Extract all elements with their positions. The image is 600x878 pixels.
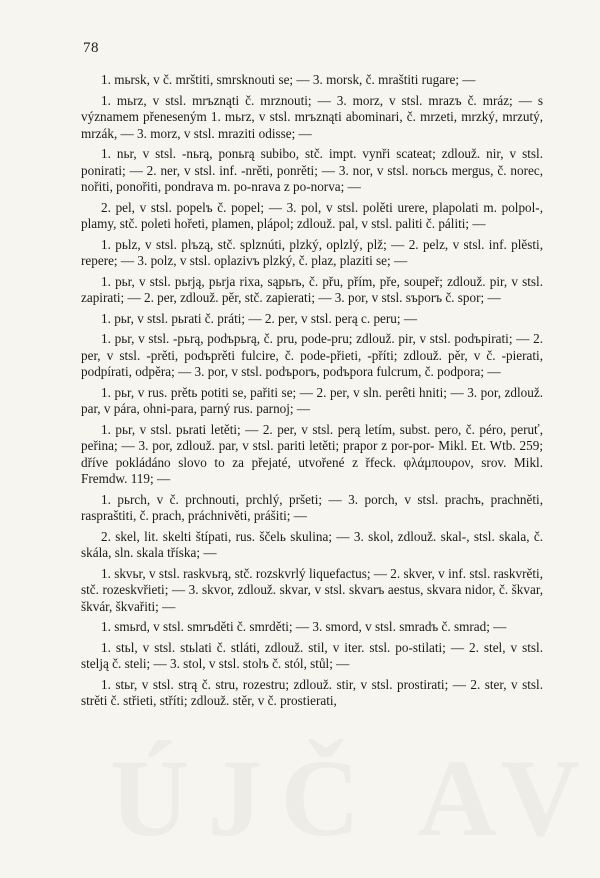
entry-pьr-potiti: 1. pьr, v rus. prětь potiti se, pařiti se; — 2. per, v sln. perêti hniti; — 3. por, zdlouž. par, v pára, ohni-para, parný rus. parnoj; — [81, 384, 543, 416]
entry-mьrsk: 1. mьrsk, v č. mrštiti, smrsknouti se; — 3. morsk, č. mraštiti rugare; — [101, 72, 476, 87]
entry-pьr-letěti: 1. pьr, v stsl. pьrati letěti; — 2. per, v stsl. perą letím, subst. pero, č. péro, peruť, peřina; — 3. por, zdlouž. par, v stsl. pariti letěti; prapor z por-por- Mikl. Et. Wtb. 259; dříve pokládáno slovo to za přejaté, utvořené z řfeck. φλάμπουρον, srov. Mikl. Fremdw. 119; — [81, 421, 543, 486]
page-number: 78 [83, 40, 99, 56]
entry-skel: 2. skel, lit. skelti štípati, rus. ščelь skulina; — 3. skol, zdlouž. skal-, stsl. skala, č. skála, sln. skala tříska; — [81, 528, 543, 560]
entry-stьr: 1. stьr, v stsl. strą č. stru, rozestru; zdlouž. stir, v stsl. prostirati; — 2. ster, v stsl. strěti č. střieti, stříti; zdlouž. stěr, v č. prostierati, [81, 676, 543, 708]
entry-stьl: 1. stьl, v stsl. stьlati č. stláti, zdlouž. stil, v iter. stsl. po-stilati; — 2. stel, v stsl. stelją č. steli; — 3. stol, v stsl. stolъ č. stól, stůl; — [81, 639, 543, 671]
entry-pьlz: 1. pьlz, v stsl. plъzą, stč. splznúti, plzký, oplzlý, plž; — 2. pelz, v stsl. inf. plěsti, repere; — 3. polz, v stsl. oplazivъ plzký, č. plaz, plaziti se; — [81, 236, 543, 268]
entry-pьr-prati: 1. pьr, v stsl. pьrati č. práti; — 2. per, v stsl. perą c. peru; — [101, 310, 418, 326]
entry-nьr: 1. nьr, v stsl. -nьrą, ponьrą subibo, stč. impt. vynři scateat; zdlouž. nir, v stsl. ponirati; — 2. ner, v stsl. inf. -nrěti, ponrěti; — 3. nor, v stsl. norьсь mergus, č. norec, nořiti, ponořiti, pondrava m. po-nrava z po-norva; — [81, 146, 543, 194]
entry-pьrch: 1. pьrch, v č. prchnouti, prchlý, pršeti; — 3. porch, v stsl. prachъ, prachněti, raspraštiti, č. prach, práchnivěti, prášiti; — [81, 491, 543, 523]
dictionary-text [81, 72, 543, 714]
entry-pel: 2. pel, v stsl. popelъ č. popel; — 3. pol, v stsl. polěti urere, plapolati m. polpol-, plamy, stč. poleti hořeti, plamen, plápol; zdlouž. pal, v stsl. paliti č. páliti; — [81, 199, 543, 231]
entry-pьr-fulcire: 1. pьr, v stsl. -pьrą, podъpьrą, č. pru, pode-pru; zdlouž. pir, v stsl. podъpirati; — 2. per, v stsl. -prěti, podъprěti fulcire, č. pode-přieti, -příti; zdlouž. pěr, v č. -pierati, podpírati, odpěra; — 3. por, v stsl. podъporъ, podъpora fulcrum, č. podpora; — [81, 331, 543, 379]
entry-skvьr: 1. skvьr, v stsl. raskvьrą, stč. rozskvrlý liquefactus; — 2. skver, v inf. stsl. raskvrěti, stč. rozeskvřieti; — 3. skvor, zdlouž. skvar, v stsl. skvarъ aestus, skvara nidor, č. škvar, škvár, škvařiti; — [81, 565, 543, 614]
watermark [110, 735, 600, 862]
entry-smьrd: 1. smьrd, v stsl. smrъděti č. smrděti; — 3. smord, v stsl. smradъ č. smrad; — [101, 619, 507, 634]
entry-pьr-rixa: 1. pьr, v stsl. pьrją, pьrja rixa, sąpьrь, č. přu, přím, pře, soupeř; zdlouž. pir, v stsl. zapirati; — 2. per, zdlouž. pěr, stč. zapierati; — 3. por, v stsl. sъporъ č. spor; — [81, 273, 543, 305]
entry-mьrz: 1. mьrz, v stsl. mrъznąti č. mrznouti; — 3. morz, v stsl. mrazъ č. mráz; — s významem přeneseným 1. mьrz, v stsl. mrъznąti abominari, č. mrzeti, mrzký, mrzutý, mrzák, — 3. morz, v stsl. mraziti odisse; — [81, 92, 543, 141]
